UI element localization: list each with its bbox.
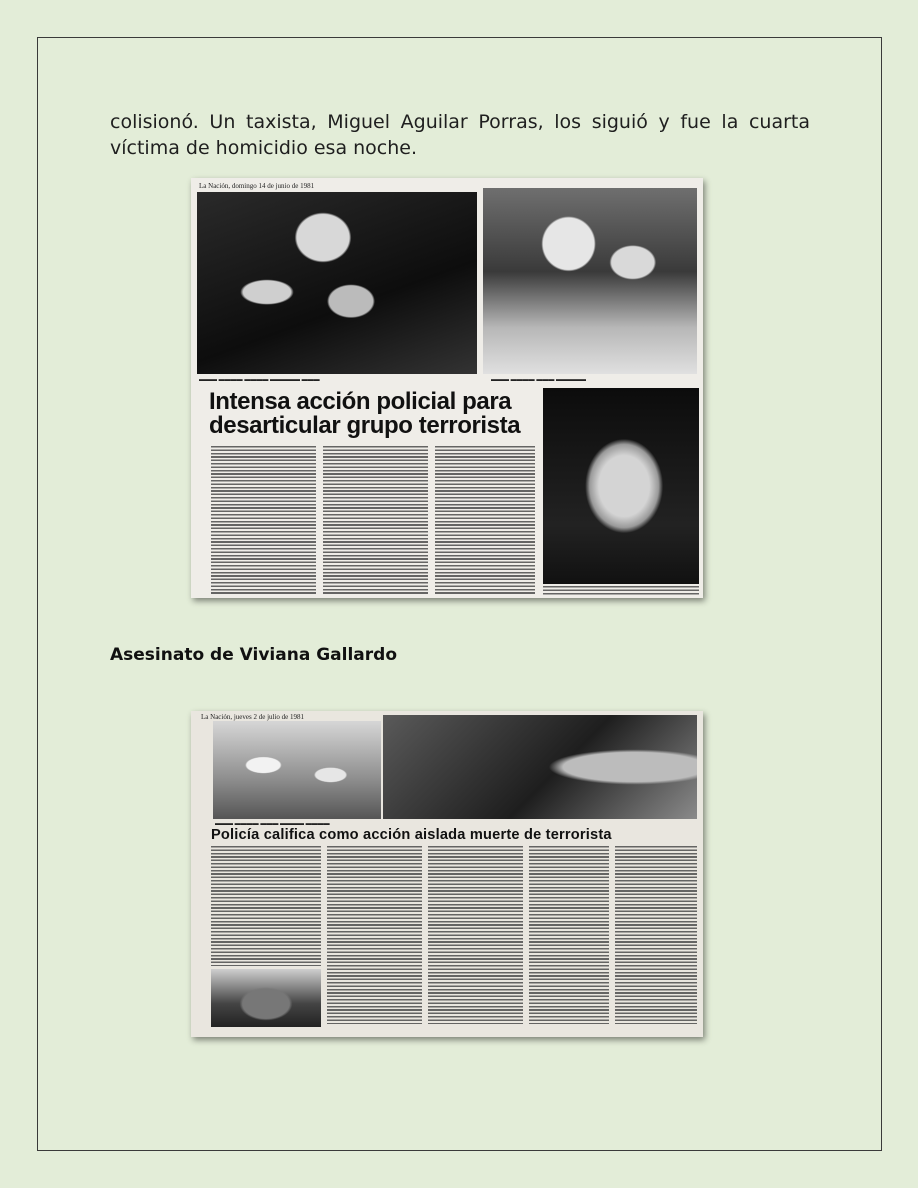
article-text-column <box>615 846 697 1024</box>
clipping-2-headline: Policía califica como acción aislada muerte de terrorista <box>211 827 612 843</box>
funeral-photo-right <box>483 188 697 374</box>
photo-caption-left: ▬▬▬ ▬▬▬▬ ▬▬▬▬ ▬▬▬▬▬ ▬▬▬ <box>199 377 320 383</box>
funeral-photo-left <box>197 192 477 374</box>
newspaper-clipping-2 <box>191 711 703 1037</box>
article-text-column <box>323 446 428 594</box>
article-text-column <box>529 846 609 1024</box>
photo-caption-2: ▬▬▬ ▬▬▬▬ ▬▬▬ ▬▬▬▬ ▬▬▬▬ <box>215 821 330 827</box>
newspaper-clipping-1 <box>191 178 703 598</box>
clipping-1-headline-line1: Intensa acción policial para <box>209 388 512 415</box>
portrait-photo <box>543 388 699 584</box>
article-text-column <box>211 446 316 594</box>
clipping-1-headline-line2: desarticular grupo terrorista <box>209 412 521 439</box>
article-text-column <box>435 446 535 594</box>
clipping-2-masthead: La Nación, jueves 2 de julio de 1981 <box>201 713 305 721</box>
crowd-scene-photo <box>211 969 321 1027</box>
article-text-column <box>543 586 699 596</box>
body-paragraph: colisionó. Un taxista, Miguel Aguilar Porras, los siguió y fue la cuarta víctima de homicidio esa noche. <box>110 111 810 159</box>
article-text-column <box>428 846 523 1024</box>
section-heading: Asesinato de Viviana Gallardo <box>110 645 398 665</box>
article-text-column <box>211 846 321 966</box>
car-interior-photo <box>383 715 697 819</box>
article-text-column <box>327 846 422 1024</box>
clipping-1-masthead: La Nación, domingo 14 de junio de 1981 <box>199 182 315 190</box>
police-scene-photo <box>213 721 381 819</box>
photo-caption-right: ▬▬▬ ▬▬▬▬ ▬▬▬ ▬▬▬▬▬ <box>491 377 587 383</box>
